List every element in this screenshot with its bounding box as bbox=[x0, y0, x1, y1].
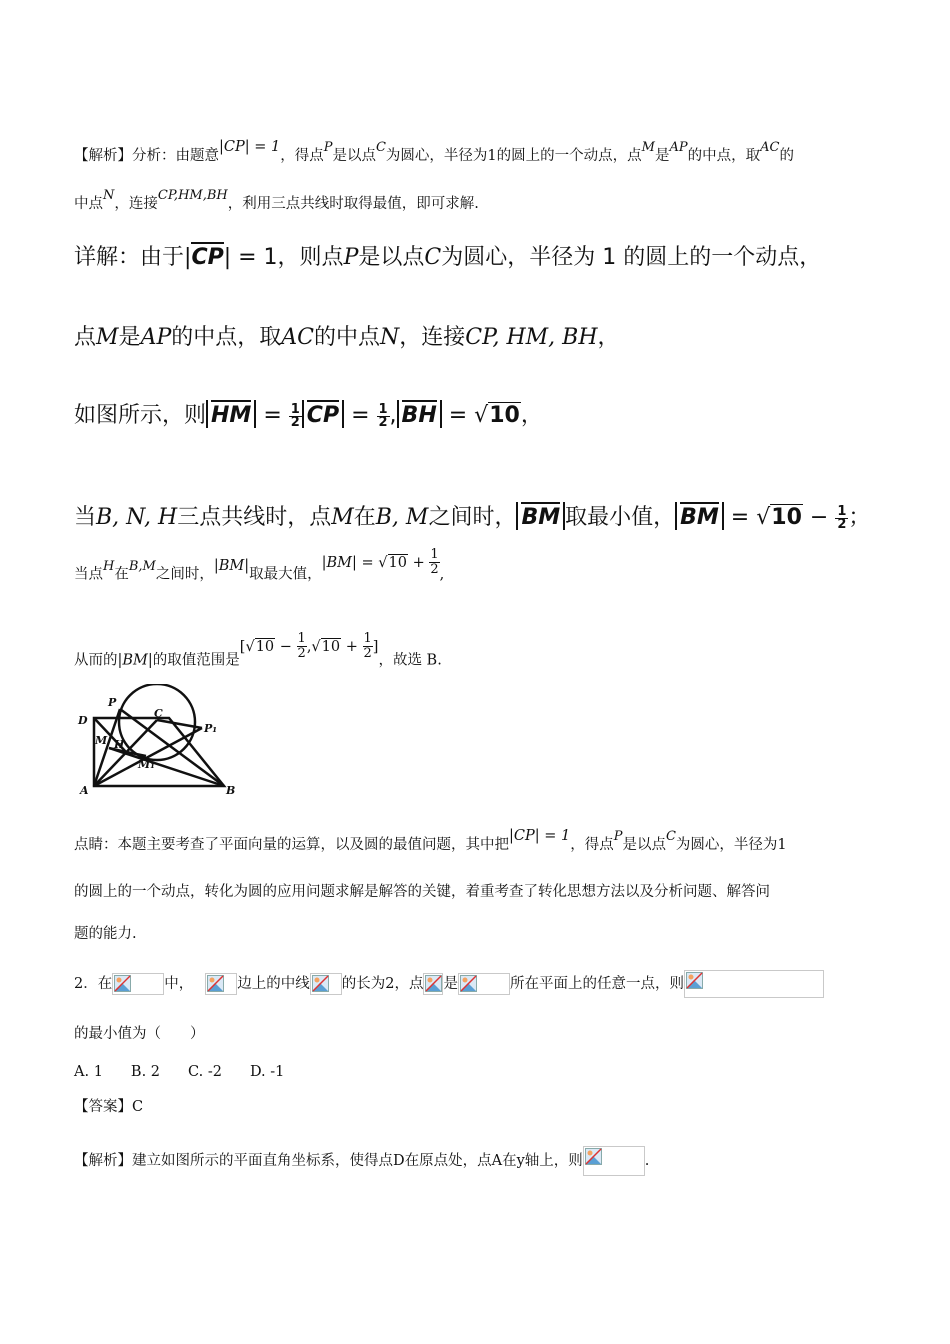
broken-image-icon bbox=[114, 975, 131, 992]
missing-image-icon bbox=[458, 973, 510, 995]
text: 2．在 bbox=[74, 976, 113, 992]
detail-line-4 bbox=[74, 500, 870, 531]
text: 的中点 bbox=[314, 325, 381, 350]
points-bm: B,M bbox=[128, 558, 156, 574]
range-expression bbox=[239, 631, 379, 661]
text: + bbox=[341, 638, 363, 655]
text: 为圆心，半径为1 bbox=[675, 837, 787, 853]
text: 取最大值， bbox=[249, 566, 322, 583]
text: 当点 bbox=[74, 566, 103, 583]
text: 10 bbox=[489, 403, 520, 428]
text: 三点共线时，点 bbox=[177, 505, 332, 530]
text: 中， bbox=[164, 976, 194, 992]
text: , bbox=[439, 566, 445, 583]
label-h: H bbox=[114, 738, 125, 751]
point-c: C bbox=[665, 829, 676, 844]
text: 10 bbox=[321, 638, 341, 655]
text: 是 bbox=[118, 325, 141, 350]
fraction-half bbox=[297, 632, 307, 661]
missing-image-icon bbox=[205, 973, 237, 995]
fraction-half bbox=[289, 401, 302, 430]
cp-equation: |CP| = 1 bbox=[219, 139, 281, 155]
text: 是以点 bbox=[358, 245, 425, 270]
detail-line-1: 详解：由于|CP| = 1，则点P是以点C为圆心，半径为 1 的圆上的一个动点， bbox=[74, 240, 821, 271]
text: 2 bbox=[430, 562, 439, 577]
text: 取最小值， bbox=[565, 505, 676, 530]
text: = bbox=[256, 403, 289, 428]
point-n: N bbox=[380, 325, 400, 350]
point-c: C bbox=[375, 140, 386, 155]
text: = bbox=[441, 403, 475, 428]
text: 在 bbox=[353, 505, 376, 530]
text: 是 bbox=[443, 976, 458, 992]
range-line bbox=[74, 631, 442, 675]
text: 的中点，取 bbox=[687, 148, 761, 164]
point-p: P bbox=[343, 245, 359, 270]
question-2-line-1 bbox=[74, 970, 824, 998]
point-n: N bbox=[103, 188, 115, 203]
abs-vector-bm: |BM| bbox=[117, 652, 153, 669]
text: 之间时， bbox=[428, 505, 517, 530]
broken-image-icon bbox=[585, 1148, 602, 1165]
text: 当 bbox=[74, 505, 97, 530]
text: 的 bbox=[779, 148, 794, 164]
point-c: C bbox=[424, 245, 442, 270]
option-b[interactable]: B. 2 bbox=[130, 1064, 161, 1080]
vector-bh: BH bbox=[402, 400, 437, 428]
text: 为圆心，半径为1的圆上的一个动点，点 bbox=[385, 148, 642, 164]
text: = 1，则点 bbox=[231, 245, 344, 270]
text: ，得点 bbox=[570, 837, 614, 853]
segment-ap: AP bbox=[669, 140, 688, 155]
broken-image-icon bbox=[425, 975, 442, 992]
option-a[interactable]: A. 1 bbox=[74, 1064, 103, 1080]
fraction-half bbox=[429, 548, 439, 577]
comment-line-3: 题的能力. bbox=[74, 926, 137, 942]
sqrt-10: √10 bbox=[311, 638, 341, 655]
vector-bm: BM bbox=[521, 502, 560, 530]
text: 之间时， bbox=[155, 566, 214, 583]
point-m: M bbox=[331, 505, 354, 530]
broken-image-icon bbox=[312, 975, 329, 992]
text: 2 bbox=[290, 414, 300, 430]
comment-line-2: 的圆上的一个动点，转化为圆的应用问题求解是解答的关键，着重考查了转化思想方法以及分析问题、解答问 bbox=[74, 884, 770, 900]
sqrt-10: √10 bbox=[756, 505, 802, 530]
option-c[interactable]: C. -2 bbox=[188, 1064, 222, 1080]
text: 10 bbox=[388, 554, 407, 571]
text: ， bbox=[597, 325, 620, 350]
text: − bbox=[275, 638, 297, 655]
point-m: M bbox=[641, 140, 655, 155]
label-p1: P₁ bbox=[204, 722, 218, 735]
sqrt-10: √10 bbox=[474, 403, 520, 428]
geometry-figure bbox=[74, 684, 244, 796]
text: 1 bbox=[378, 401, 388, 417]
segment-ac: AC bbox=[281, 325, 315, 350]
text: 点 bbox=[74, 325, 97, 350]
text: ，利用三点共线时取得最值，即可求解. bbox=[227, 196, 479, 212]
vector-bm: BM bbox=[680, 502, 719, 530]
text: 2 bbox=[297, 646, 306, 661]
text: = bbox=[344, 403, 377, 428]
text: 边上的中线 bbox=[237, 976, 310, 992]
options bbox=[74, 1062, 312, 1082]
abs-bh bbox=[397, 400, 442, 428]
broken-image-icon bbox=[207, 975, 224, 992]
segments: CP, HM, BH bbox=[465, 325, 598, 350]
detail-line-3 bbox=[74, 398, 543, 429]
text: 1 bbox=[430, 547, 439, 562]
text: 的中点，取 bbox=[171, 325, 282, 350]
segment-bm bbox=[109, 748, 224, 786]
text: 的取值范围是 bbox=[152, 652, 240, 669]
question-2-line-2: 的最小值为（ ） bbox=[74, 1026, 205, 1042]
abs-bm-2 bbox=[675, 502, 724, 530]
abs-cp bbox=[302, 400, 344, 428]
text: 10 bbox=[255, 638, 275, 655]
label-p: P bbox=[108, 696, 117, 709]
text: 2 bbox=[363, 646, 372, 661]
text: 详解：由于 bbox=[74, 245, 185, 270]
text: ，故选 B. bbox=[378, 652, 442, 669]
text: 在 bbox=[114, 566, 129, 583]
sqrt-10: √10 bbox=[245, 638, 275, 655]
answer: 【答案】C bbox=[74, 1099, 144, 1115]
cp-equation: |CP| = 1 bbox=[509, 828, 571, 844]
option-d[interactable]: D. -1 bbox=[249, 1064, 285, 1080]
text: 所在平面上的任意一点，则 bbox=[509, 976, 684, 992]
text: 1 bbox=[837, 503, 847, 519]
analysis-line-2 bbox=[74, 188, 479, 215]
max-expression bbox=[321, 547, 440, 577]
text: ，得点 bbox=[280, 148, 324, 164]
text: 的长为2，点 bbox=[341, 976, 424, 992]
text: 2 bbox=[378, 414, 388, 430]
detail-line-2 bbox=[74, 320, 620, 351]
comment-line-1 bbox=[74, 828, 787, 856]
abs-bm bbox=[516, 502, 565, 530]
text: 1 bbox=[363, 631, 372, 646]
label-d: D bbox=[78, 714, 88, 727]
abs-vector-bm: |BM| bbox=[213, 557, 250, 574]
point-p: P bbox=[323, 140, 333, 155]
text: , bbox=[389, 403, 397, 428]
fraction-half bbox=[363, 632, 373, 661]
text: ，连接 bbox=[114, 196, 158, 212]
missing-image-icon bbox=[310, 973, 342, 995]
analysis-label: 【解析】分析：由题意 bbox=[74, 148, 219, 164]
text: . bbox=[644, 1153, 650, 1169]
segment-ap: AP bbox=[140, 325, 172, 350]
text: 从而的 bbox=[74, 652, 118, 669]
analysis-line-1 bbox=[74, 139, 794, 167]
fraction-half bbox=[377, 401, 390, 430]
label-a: A bbox=[80, 784, 89, 796]
vector-hm: HM bbox=[211, 400, 251, 428]
vector-cp: CP bbox=[191, 242, 223, 270]
text: = bbox=[723, 505, 757, 530]
text: 1 bbox=[297, 631, 306, 646]
abs-hm bbox=[206, 400, 256, 428]
point-m: M bbox=[96, 325, 119, 350]
text: ； bbox=[848, 505, 871, 530]
text: + bbox=[407, 554, 430, 571]
text: 如图所示，则 bbox=[74, 403, 207, 428]
point-h: H bbox=[103, 558, 115, 574]
text: 中点 bbox=[74, 196, 103, 212]
segment-ac: AC bbox=[760, 140, 780, 155]
broken-image-icon bbox=[460, 975, 477, 992]
point-p: P bbox=[613, 829, 623, 844]
sqrt-10: √10 bbox=[378, 554, 407, 571]
missing-image-icon bbox=[684, 970, 824, 998]
text: ] bbox=[372, 638, 379, 655]
label-m: M bbox=[95, 734, 108, 747]
label-m1: M₁ bbox=[138, 758, 155, 771]
text: ， bbox=[520, 403, 543, 428]
q2-analysis bbox=[74, 1146, 649, 1176]
text: ，连接 bbox=[399, 325, 466, 350]
points-bm: B, M bbox=[375, 505, 429, 530]
missing-image-icon bbox=[112, 973, 164, 995]
text: 是以点 bbox=[332, 148, 376, 164]
missing-image-icon bbox=[423, 973, 443, 995]
text: 1 bbox=[290, 401, 300, 417]
missing-image-icon bbox=[583, 1146, 645, 1176]
max-line bbox=[74, 547, 445, 589]
text: [ bbox=[239, 638, 246, 655]
vector-cp: CP bbox=[307, 400, 339, 428]
text: 为圆心，半径为 1 的圆上的一个动点， bbox=[441, 245, 822, 270]
text: |BM| = bbox=[321, 554, 379, 571]
text: 是以点 bbox=[622, 837, 666, 853]
text: 点睛：本题主要考查了平面向量的运算，以及圆的最值问题，其中把 bbox=[74, 837, 509, 853]
text: − bbox=[802, 505, 836, 530]
label-b: B bbox=[226, 784, 236, 796]
text: 【解析】建立如图所示的平面直角坐标系，使得点D在原点处，点A在y轴上，则 bbox=[74, 1153, 583, 1169]
text: 10 bbox=[771, 505, 802, 530]
segments-cp-hm-bh: CP,HM,BH bbox=[157, 188, 228, 203]
label-c: C bbox=[154, 707, 163, 720]
fraction-half bbox=[835, 503, 848, 532]
broken-image-icon bbox=[686, 972, 703, 989]
text: 2 bbox=[837, 516, 847, 532]
points-bnh: B, N, H bbox=[96, 505, 178, 530]
text: , bbox=[306, 638, 312, 655]
text: 是 bbox=[654, 148, 670, 164]
